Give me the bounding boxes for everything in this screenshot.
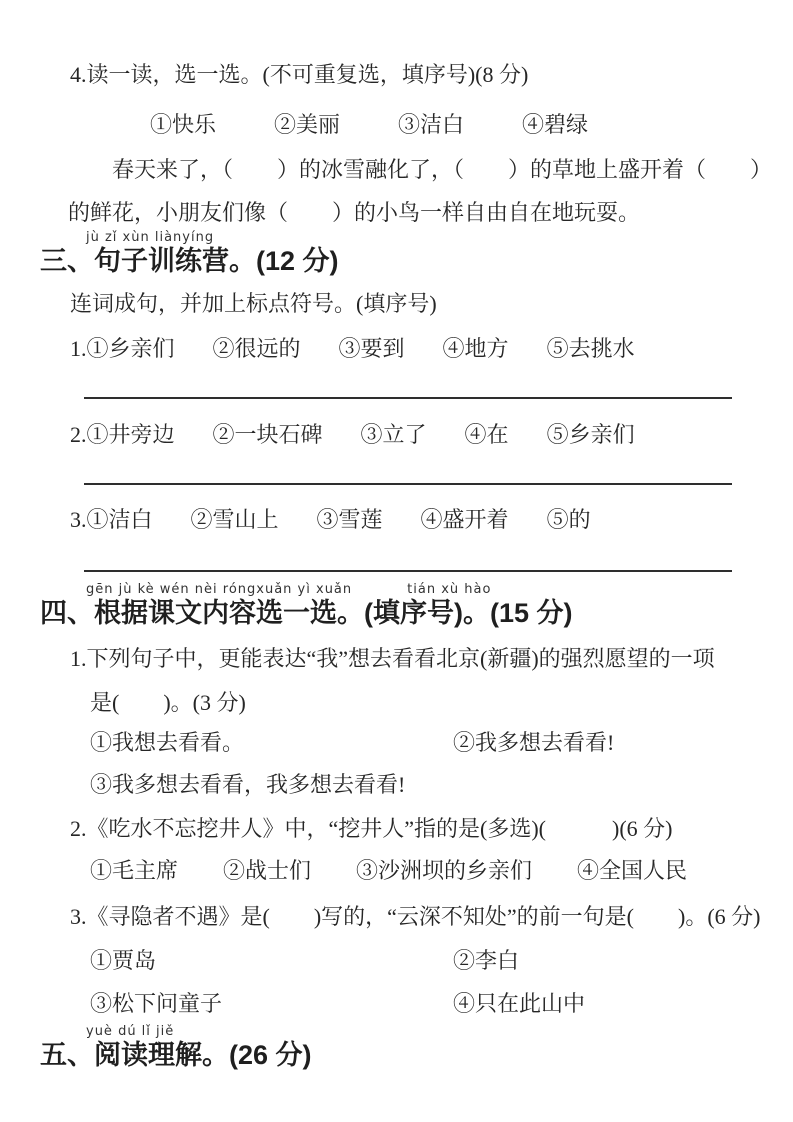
question-4-stem: 4.读一读，选一选。(不可重复选，填序号)(8 分) (70, 62, 529, 87)
word-card: ④地方 (442, 336, 509, 361)
choice-item: ③洁白 (398, 112, 465, 137)
word-card: ⑤的 (546, 507, 591, 532)
word-card: ①乡亲们 (86, 336, 175, 361)
word-card: ③雪莲 (316, 507, 383, 532)
choice-item: ③沙洲坝的乡亲们 (356, 858, 533, 883)
q3-stem: 3.《寻隐者不遇》是( )写的，“云深不知处”的前一句是( )。(6 分) (70, 904, 761, 929)
answer-line (84, 483, 732, 485)
section-four-pinyin (86, 582, 491, 597)
word-card: ③立了 (360, 422, 427, 447)
section-five-pinyin: yuè dú lǐ jiě (86, 1024, 175, 1039)
item-number: 3. (70, 507, 87, 532)
pinyin-segment: gēn jù kè wén nèi róngxuǎn yì xuǎn (86, 582, 353, 597)
q1-stem-line-2: 是( )。(3 分) (90, 690, 246, 715)
item-number: 2. (70, 422, 87, 447)
word-card: ②雪山上 (190, 507, 279, 532)
q1-option-1: ①我想去看看。 (90, 730, 245, 755)
q3-option-2: ②李白 (453, 948, 520, 973)
word-card: ①井旁边 (86, 422, 175, 447)
sentence-item-2 (70, 420, 635, 450)
question-4-passage-line-2: 的鲜花，小朋友们像（ ）的小鸟一样自由自在地玩耍。 (68, 200, 641, 225)
word-card: ②一块石碑 (212, 422, 323, 447)
word-card: ④在 (464, 422, 509, 447)
word-card: ②很远的 (212, 336, 301, 361)
section-three-title: 三、句子训练营。(12 分) (40, 246, 339, 276)
q3-option-4: ④只在此山中 (453, 991, 586, 1016)
section-three-instruction: 连词成句，并加上标点符号。(填序号) (70, 291, 437, 316)
section-four-title: 四、根据课文内容选一选。(填序号)。(15 分) (40, 598, 573, 628)
word-card: ③要到 (338, 336, 405, 361)
choice-item: ②美丽 (274, 112, 341, 137)
question-4-choices (150, 110, 588, 140)
q1-option-2: ②我多想去看看! (453, 730, 615, 755)
q3-option-1: ①贾岛 (90, 948, 157, 973)
choice-item: ②战士们 (223, 858, 312, 883)
word-card: ④盛开着 (420, 507, 509, 532)
word-card: ①洁白 (86, 507, 153, 532)
word-card: ⑤乡亲们 (546, 422, 635, 447)
choice-item: ①毛主席 (90, 858, 179, 883)
word-card: ⑤去挑水 (546, 336, 635, 361)
sentence-item-lead (70, 420, 175, 450)
q2-stem: 2.《吃水不忘挖井人》中，“挖井人”指的是(多选)( )(6 分) (70, 816, 673, 841)
choice-item: ④全国人民 (577, 858, 688, 883)
section-five-title: 五、阅读理解。(26 分) (40, 1040, 312, 1070)
q2-options (90, 856, 687, 886)
item-number: 1. (70, 336, 87, 361)
answer-line (84, 397, 732, 399)
choice-item: ①快乐 (150, 112, 217, 137)
answer-line (84, 570, 732, 572)
sentence-item-lead (70, 334, 175, 364)
q3-option-3: ③松下问童子 (90, 991, 223, 1016)
sentence-item-3 (70, 505, 591, 535)
sentence-item-1 (70, 334, 635, 364)
sentence-item-lead (70, 505, 153, 535)
choice-item: ④碧绿 (522, 112, 589, 137)
question-4-passage-line-1: 春天来了，（ ）的冰雪融化了，（ ）的草地上盛开着（ ） (112, 157, 773, 182)
q1-option-3: ③我多想去看看，我多想去看看! (90, 772, 406, 797)
section-three-pinyin: jù zǐ xùn liànyíng (86, 230, 215, 245)
q1-stem-line-1: 1.下列句子中，更能表达“我”想去看看北京(新疆)的强烈愿望的一项 (70, 646, 715, 671)
pinyin-segment: tián xù hào (407, 582, 492, 597)
